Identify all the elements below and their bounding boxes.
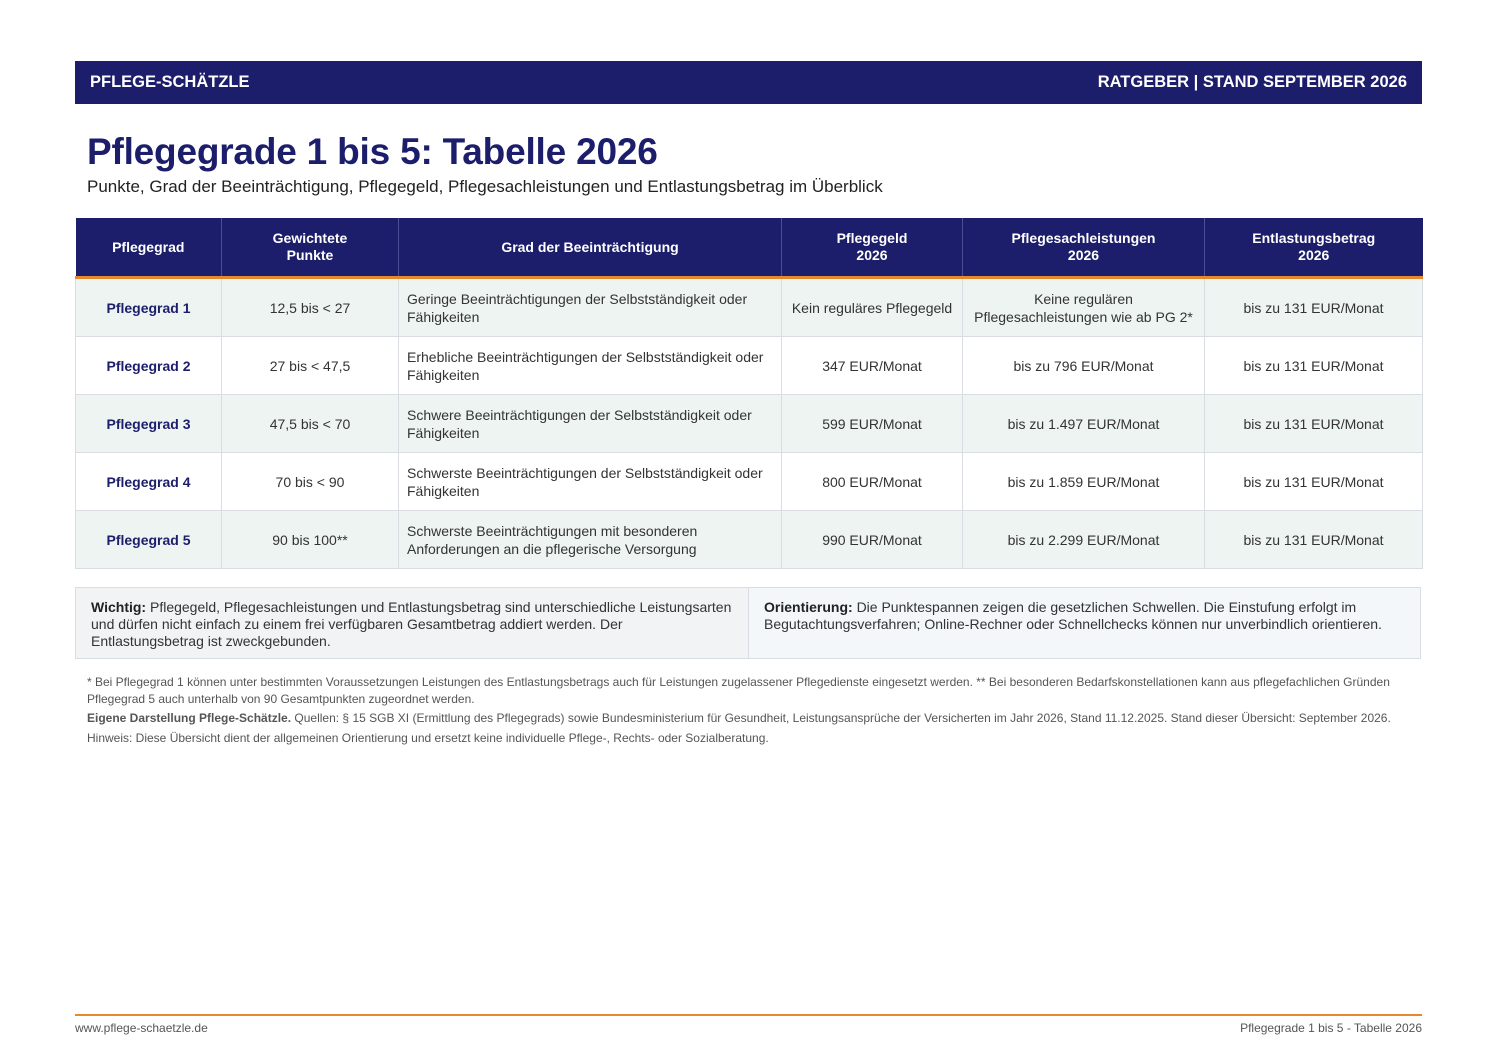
entlastung-cell: bis zu 131 EUR/Monat [1205, 395, 1423, 453]
important-note [76, 588, 749, 658]
table-row [76, 511, 1423, 569]
impairment-cell: Schwerste Beeinträchtigungen der Selbstständigkeit oder Fähigkeiten [399, 453, 782, 511]
impairment-cell: Erhebliche Beeinträchtigungen der Selbstständigkeit oder Fähigkeiten [399, 337, 782, 395]
pflegegeld-cell: 800 EUR/Monat [782, 453, 963, 511]
source-footnote [87, 710, 1412, 727]
footer-divider [75, 1014, 1422, 1016]
table-row [76, 337, 1423, 395]
table-row [76, 395, 1423, 453]
column-header: Grad der Beeinträchtigung [399, 218, 782, 278]
grade-cell: Pflegegrad 3 [76, 395, 222, 453]
grade-cell: Pflegegrad 4 [76, 453, 222, 511]
column-header: Gewichtete Punkte [222, 218, 399, 278]
footer-doc-title: Pflegegrade 1 bis 5 - Tabelle 2026 [1240, 1021, 1422, 1035]
pflegegeld-cell: 347 EUR/Monat [782, 337, 963, 395]
table-row [76, 278, 1423, 337]
orientation-note-text: Die Punktespannen zeigen die gesetzlichen Schwellen. Die Einstufung erfolgt im Begutachtungsverfahren; Online-Rechner oder Schnellchecks können nur unverbindlich orientieren. [764, 599, 1382, 632]
important-note-text: Pflegegeld, Pflegesachleistungen und Entlastungsbetrag sind unterschiedliche Leistungsarten und dürfen nicht einfach zu einem frei verfügbaren Gesamtbetrag addiert werden. Der Entlastungsbetrag ist zweckgebunden. [91, 599, 732, 649]
impairment-cell: Schwere Beeinträchtigungen der Selbstständigkeit oder Fähigkeiten [399, 395, 782, 453]
table-header-row [76, 218, 1423, 278]
column-header: Entlastungsbetrag 2026 [1205, 218, 1423, 278]
column-header: Pflegegeld 2026 [782, 218, 963, 278]
pflegegeld-cell: 990 EUR/Monat [782, 511, 963, 569]
impairment-cell: Geringe Beeinträchtigungen der Selbstständigkeit oder Fähigkeiten [399, 278, 782, 337]
entlastung-cell: bis zu 131 EUR/Monat [1205, 453, 1423, 511]
orientation-note [749, 588, 1420, 658]
points-cell: 90 bis 100** [222, 511, 399, 569]
page-title: Pflegegrade 1 bis 5: Tabelle 2026 [87, 131, 658, 172]
orientation-note-label: Orientierung: [764, 599, 853, 615]
column-header: Pflegesachleistungen 2026 [963, 218, 1205, 278]
entlastung-cell: bis zu 131 EUR/Monat [1205, 511, 1423, 569]
column-header: Pflegegrad [76, 218, 222, 278]
brand-name: PFLEGE-SCHÄTZLE [90, 73, 250, 91]
sachleistungen-cell: bis zu 1.497 EUR/Monat [963, 395, 1205, 453]
points-cell: 12,5 bis < 27 [222, 278, 399, 337]
entlastung-cell: bis zu 131 EUR/Monat [1205, 337, 1423, 395]
sachleistungen-cell: bis zu 796 EUR/Monat [963, 337, 1205, 395]
sachleistungen-cell: Keine regulären Pflegesachleistungen wie ab PG 2* [963, 278, 1205, 337]
page-subtitle: Punkte, Grad der Beeinträchtigung, Pflegegeld, Pflegesachleistungen und Entlastungsbetrag im Überblick [87, 177, 883, 196]
points-cell: 70 bis < 90 [222, 453, 399, 511]
points-cell: 27 bis < 47,5 [222, 337, 399, 395]
points-cell: 47,5 bis < 70 [222, 395, 399, 453]
grade-cell: Pflegegrad 1 [76, 278, 222, 337]
pflegegeld-cell: Kein reguläres Pflegegeld [782, 278, 963, 337]
entlastung-cell: bis zu 131 EUR/Monat [1205, 278, 1423, 337]
asterisk-footnote: * Bei Pflegegrad 1 können unter bestimmten Voraussetzungen Leistungen des Entlastungsbetrags auch für Leistungen zugelassener Pflegedienste eingesetzt werden. ** Bei besonderen Bedarfskonstellationen kann aus pflegefachlichen Gründen Pflegegrad 5 auch unterhalb von 90 Gesamtpunkten zugeordnet werden. [87, 675, 1390, 706]
notes-box [75, 587, 1421, 659]
impairment-cell: Schwerste Beeinträchtigungen mit besonderen Anforderungen an die pflegerische Versorgung [399, 511, 782, 569]
grade-cell: Pflegegrad 5 [76, 511, 222, 569]
table-row [76, 453, 1423, 511]
grade-cell: Pflegegrad 2 [76, 337, 222, 395]
pflegegrade-table [75, 218, 1423, 569]
header-bar [75, 61, 1422, 104]
footer-url[interactable]: www.pflege-schaetzle.de [75, 1021, 208, 1035]
source-label: Eigene Darstellung Pflege-Schätzle. [87, 711, 292, 725]
important-note-label: Wichtig: [91, 599, 147, 615]
header-meta: RATGEBER | STAND SEPTEMBER 2026 [1097, 73, 1407, 91]
sachleistungen-cell: bis zu 1.859 EUR/Monat [963, 453, 1205, 511]
hint-footnote: Hinweis: Diese Übersicht dient der allgemeinen Orientierung und ersetzt keine individuelle Pflege-, Rechts- oder Sozialberatung. [87, 730, 769, 745]
footnotes [87, 674, 1412, 749]
pflegegeld-cell: 599 EUR/Monat [782, 395, 963, 453]
sachleistungen-cell: bis zu 2.299 EUR/Monat [963, 511, 1205, 569]
source-text: Quellen: § 15 SGB XI (Ermittlung des Pflegegrads) sowie Bundesministerium für Gesundheit, Leistungsansprüche der Versicherten im Jahr 2026, Stand 11.12.2025. Stand dieser Übersicht: September 2026. [294, 711, 1391, 725]
